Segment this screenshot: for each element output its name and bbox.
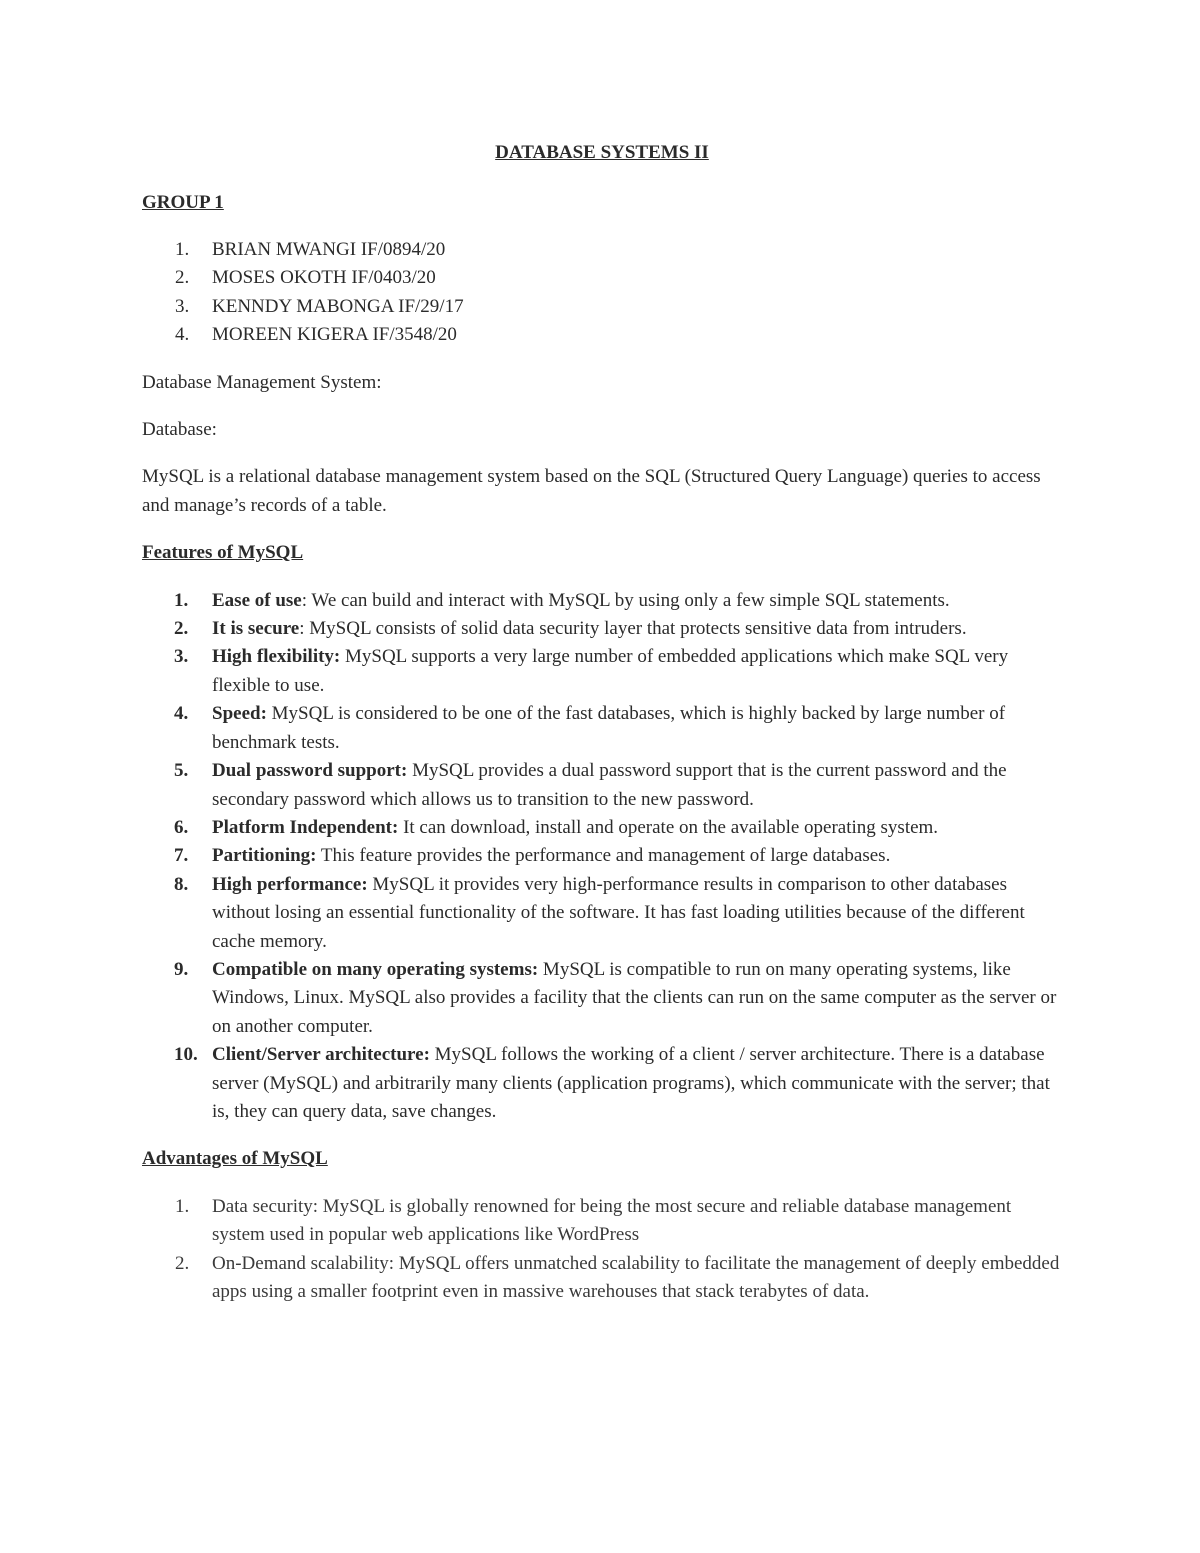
list-number: 2.	[175, 1252, 190, 1274]
feature-text: MySQL is compatible to run on many operating systems, like Windows, Linux. MySQL also provides a facility that the clients can run on the same computer as the server or on another computer.	[212, 958, 1057, 1037]
advantage-text: Data security: MySQL is globally renowned for being the most secure and reliable database management system used in popular web applications like WordPress	[212, 1195, 1012, 1246]
feature-text: MySQL supports a very large number of embedded applications which make SQL very flexible to use.	[212, 646, 1009, 696]
list-number: 1.	[175, 1195, 190, 1217]
member-text: MOREEN KIGERA IF/3548/20	[212, 324, 457, 346]
member-item	[142, 293, 1062, 321]
feature-term: Dual password support:	[212, 760, 408, 782]
list-number: 4.	[175, 324, 190, 346]
list-number: 3.	[175, 295, 190, 317]
advantage-item	[142, 1250, 1062, 1307]
member-item	[142, 264, 1062, 292]
feature-text: : We can build and interact with MySQL by using only a few simple SQL statements.	[301, 589, 950, 611]
feature-item	[142, 814, 1062, 842]
feature-text: It can download, install and operate on the available operating system.	[398, 816, 939, 838]
member-item	[142, 236, 1062, 264]
feature-text: MySQL it provides very high-performance results in comparison to other databases without losing an essential functionality of the software. It has fast loading utilities because of the different cache memory.	[212, 873, 1025, 952]
list-number: 7.	[174, 845, 189, 867]
feature-item	[142, 871, 1062, 956]
features-heading: Features of MySQL	[142, 542, 304, 564]
list-number: 2.	[174, 618, 189, 640]
feature-item	[142, 587, 1062, 615]
member-item	[142, 321, 1062, 349]
document-title: DATABASE SYSTEMS II	[495, 142, 709, 163]
feature-item	[142, 842, 1062, 870]
dbms-label: Database Management System:	[142, 371, 382, 393]
feature-item	[142, 757, 1062, 814]
group-heading: GROUP 1	[142, 192, 224, 213]
feature-item	[142, 956, 1062, 1041]
feature-term: Client/Server architecture:	[212, 1044, 430, 1066]
feature-item	[142, 615, 1062, 643]
list-number: 6.	[174, 816, 189, 838]
list-number: 1.	[175, 239, 190, 260]
feature-text: MySQL follows the working of a client / server architecture. There is a database server (MySQL) and arbitrarily many clients (application programs), which communicate with the server; that is, they can query data, save changes.	[212, 1044, 1050, 1122]
list-number: 9.	[174, 958, 189, 980]
feature-term: Compatible on many operating systems:	[212, 958, 539, 980]
feature-term: Ease of use	[212, 589, 302, 611]
list-number: 3.	[174, 646, 189, 668]
advantage-item	[142, 1193, 1062, 1250]
features-list	[142, 587, 1062, 1127]
advantage-text: On-Demand scalability: MySQL offers unmatched scalability to facilitate the management of deeply embedded apps using a smaller footprint even in massive warehouses that stack terabytes of data.	[212, 1252, 1060, 1302]
list-number: 10.	[174, 1044, 198, 1066]
member-text: MOSES OKOTH IF/0403/20	[212, 267, 436, 289]
document-page	[142, 138, 1062, 1325]
list-number: 1.	[174, 589, 189, 611]
mysql-intro: MySQL is a relational database management system based on the SQL (Structured Query Language) queries to access and manage’s records of a table.	[142, 466, 1041, 516]
feature-term: Platform Independent:	[212, 816, 399, 838]
feature-text: MySQL is considered to be one of the fast databases, which is highly backed by large number of benchmark tests.	[212, 703, 1006, 753]
feature-item	[142, 1041, 1062, 1126]
feature-term: High flexibility:	[212, 646, 341, 668]
advantages-heading: Advantages of MySQL	[142, 1148, 328, 1170]
feature-term: Partitioning:	[212, 845, 317, 867]
list-number: 4.	[174, 703, 189, 725]
feature-term: High performance:	[212, 873, 368, 895]
advantages-list	[142, 1193, 1062, 1307]
member-text: BRIAN MWANGI IF/0894/20	[212, 239, 446, 260]
feature-text: MySQL provides a dual password support that is the current password and the secondary password which allows us to transition to the new password.	[212, 760, 1007, 810]
feature-text: This feature provides the performance and management of large databases.	[316, 845, 891, 867]
list-number: 8.	[174, 873, 189, 895]
list-number: 5.	[174, 760, 189, 782]
database-label: Database:	[142, 419, 217, 441]
feature-term: It is secure	[212, 618, 300, 640]
member-text: KENNDY MABONGA IF/29/17	[212, 295, 464, 317]
list-number: 2.	[175, 267, 190, 289]
feature-item	[142, 700, 1062, 757]
feature-item	[142, 643, 1062, 700]
feature-term: Speed:	[212, 703, 267, 725]
feature-text: : MySQL consists of solid data security layer that protects sensitive data from intruders.	[299, 618, 967, 640]
member-list	[142, 236, 1062, 350]
